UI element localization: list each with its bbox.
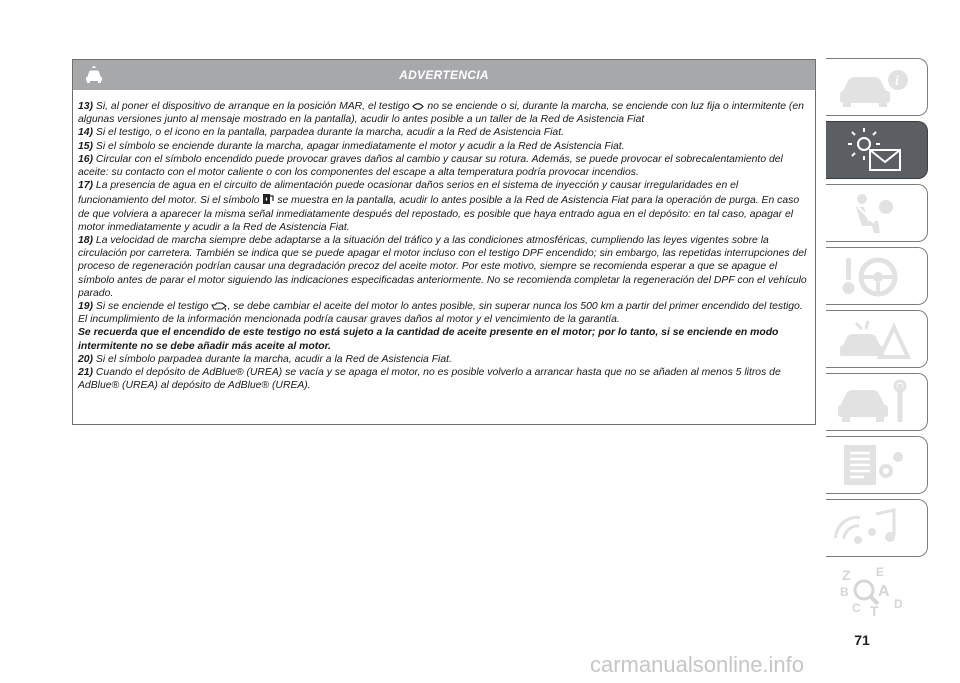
index-letter-b: B: [840, 585, 849, 599]
index-letter-e: E: [876, 566, 885, 579]
warning-body: [73, 90, 815, 392]
warning-item-13: 13) Si, al poner el dispositivo de arranque en la posición MAR, el testigo no se enciende o si, durante la marcha, se enciende con luz fija o intermitente (en algunas versiones junto al mensaje mostrado en la pantalla), acudir lo antes posible a un taller de la Red de Asistencia Fiat: [78, 101, 804, 126]
index-letter-a: A: [878, 583, 890, 600]
warning-item-17: 17) La presencia de agua en el circuito de alimentación puede ocasionar daños serios en el sistema de inyección y causar irregularidades en el funcionamiento del motor. Si el símbolo se muestra en la pantalla, acudir lo antes posible a la Red de Asistencia Fiat para la operación de purga. En caso de que volviera a aparecer la misma señal inmediatamente después del repostado, es posible que haya entrado agua en el depósito: en tal caso, apagar el motor inmediatamente y acudir a la Red de Asistencia Fiat.: [78, 180, 800, 233]
index-letter-c: C: [852, 601, 861, 615]
oil-note-bold: Se recuerda que el encendido de este testigo no está sujeto a la cantidad de aceite presente en el motor; por lo tanto, si se enciende en modo intermitente no se debe añadir más aceite al motor.: [78, 327, 779, 352]
page-number: 71: [854, 632, 870, 648]
index-letter-t: T: [870, 603, 879, 619]
warning-item-15: 15) Si el símbolo se enciende durante la marcha, apagar inmediatamente el motor y acudir a la Red de Asistencia Fiat.: [78, 140, 625, 152]
index-icon: [834, 566, 920, 620]
warning-item-16: 16) Circular con el símbolo encendido puede provocar graves daños al cambio y causar su rotura. Además, se puede provocar el sobrecalentamiento del aceite: su contacto con el motor caliente o con los componentes del escape a alta temperatura podría provocar incendios.: [78, 153, 783, 179]
engine-temperature-icon: [412, 102, 424, 111]
warning-lights-icon: [834, 126, 920, 176]
svg-text:i: i: [895, 74, 899, 89]
index-letter-z: Z: [842, 567, 851, 583]
warning-item-20: 20) Si el símbolo parpadea durante la marcha, acudir a la Red de Asistencia Fiat.: [78, 353, 452, 365]
warning-item-21: 21) Cuando el depósito de AdBlue® (UREA) se vacía y se apaga el motor, no es posible volverlo a arrancar hasta que no se añaden al menos 5 litros de AdBlue® (UREA) al depósito de AdBlue® (UREA).: [78, 367, 781, 392]
emergency-icon: [834, 315, 920, 365]
seat-airbag-icon: [834, 189, 920, 239]
specifications-icon: [834, 441, 920, 491]
tab-index[interactable]: [826, 562, 928, 620]
steering-wheel-icon: [834, 252, 920, 302]
car-maintenance-icon: [834, 378, 920, 428]
tab-starting-driving[interactable]: [826, 247, 928, 305]
warning-header: [73, 60, 815, 90]
watermark: carmanualsonline.info: [590, 652, 805, 677]
warning-item-19: 19) Si se enciende el testigo , se debe cambiar el aceite del motor lo antes posible, sin superar nunca los 500 km a partir del primer encendido del testigo. El incumplimiento de la información mencionada podría causar graves daños al motor y el vencimiento de la garantía. Se recuerda que el encendido de este testigo no está sujeto a la cantidad de aceite presente en el motor; por lo tanto, si se enciende en modo intermitente no se debe añadir más aceite al motor.: [78, 301, 803, 352]
tab-emergency[interactable]: [826, 310, 928, 368]
warning-title: ADVERTENCIA: [399, 68, 489, 82]
tab-technical-data[interactable]: [826, 436, 928, 494]
oil-degradation-icon: [211, 302, 227, 311]
multimedia-icon: [834, 504, 920, 554]
index-letter-d: D: [894, 597, 903, 611]
warning-item-18: 18) La velocidad de marcha siempre debe adaptarse a la situación del tráfico y a las condiciones atmosféricas, cumpliendo las leyes vigentes sobre la circulación por carretera. También se indica que se puede apagar el motor incluso con el testigo DPF encendido; sin embargo, las repetidas interrupciones del proceso de regeneración podrían causar una degradación precoz del aceite motor. Por este motivo, siempre se recomienda esperar a que se apague el símbolo antes de parar el motor siguiendo las indicaciones especificadas anteriormente. No se recomienda completar la regeneración del DPF con el vehículo parado.: [78, 235, 807, 299]
tab-dashboard[interactable]: [826, 121, 928, 179]
tab-multimedia[interactable]: [826, 499, 928, 557]
tab-maintenance[interactable]: [826, 373, 928, 431]
water-in-fuel-icon: [262, 192, 274, 205]
warning-box: [72, 59, 816, 425]
tab-safety[interactable]: [826, 184, 928, 242]
warning-item-14: 14) Si el testigo, o el icono en la pantalla, parpadea durante la marcha, acudir a la Red de Asistencia Fiat.: [78, 127, 564, 139]
tab-knowing-vehicle[interactable]: [826, 58, 928, 116]
car-info-icon: [834, 63, 920, 113]
